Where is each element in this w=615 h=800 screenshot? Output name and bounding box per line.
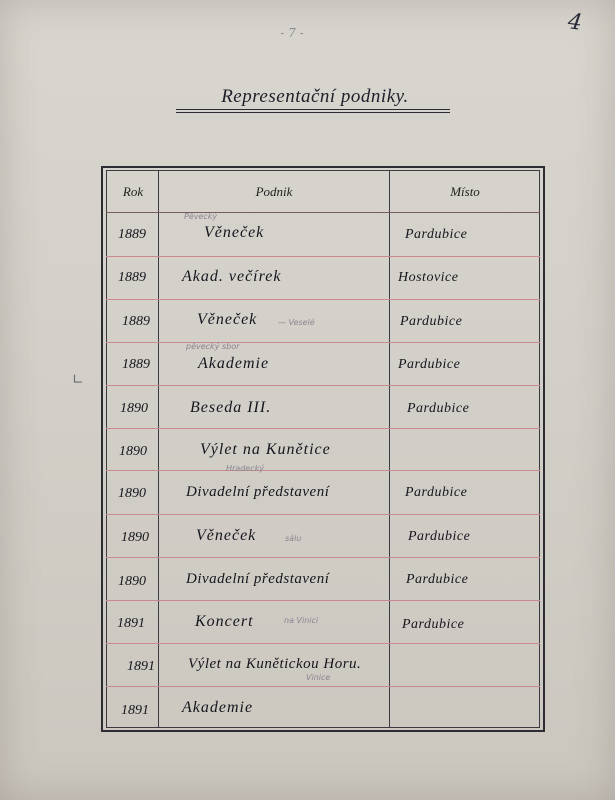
row-place: Pardubice xyxy=(406,572,469,587)
pencil-note: — Veselé xyxy=(278,318,315,327)
row-line xyxy=(106,342,540,343)
row-line xyxy=(106,385,540,386)
title-underline xyxy=(176,109,450,110)
row-line xyxy=(106,212,540,213)
row-line xyxy=(106,299,540,300)
row-year: 1889 xyxy=(118,227,146,242)
pencil-note: sálu xyxy=(285,534,302,543)
pencil-tick-mark: ∟ xyxy=(72,372,84,388)
row-year: 1889 xyxy=(118,270,146,285)
pencil-note: Vinice xyxy=(306,673,331,682)
row-line xyxy=(106,686,540,687)
row-line xyxy=(106,600,540,601)
column-divider-place xyxy=(389,170,390,728)
row-place: Pardubice xyxy=(405,485,468,500)
row-line xyxy=(106,256,540,257)
row-event: Věneček xyxy=(197,311,258,328)
page-number: - 7 - xyxy=(280,26,304,40)
row-line xyxy=(106,470,540,471)
row-event: Beseda III. xyxy=(190,399,272,416)
row-year: 1891 xyxy=(117,616,145,631)
row-year: 1890 xyxy=(120,401,148,416)
row-line xyxy=(106,643,540,644)
row-place: Pardubice xyxy=(408,529,471,544)
row-event: Věneček xyxy=(204,224,265,241)
row-event: Věneček xyxy=(196,527,257,544)
row-year: 1890 xyxy=(119,444,147,459)
title-underline-second xyxy=(176,112,450,113)
row-year: 1891 xyxy=(127,659,155,674)
row-place: Pardubice xyxy=(400,314,463,329)
pencil-note: pěvecký sbor xyxy=(186,342,240,351)
row-place: Hostovice xyxy=(398,270,459,285)
column-divider-year xyxy=(158,170,159,728)
row-event: Akademie xyxy=(182,699,254,716)
row-event: Koncert xyxy=(195,613,254,630)
row-year: 1890 xyxy=(121,530,149,545)
row-year: 1889 xyxy=(122,314,150,329)
row-year: 1890 xyxy=(118,486,146,501)
pencil-note: na Vinici xyxy=(284,616,319,625)
pencil-note: Pěvecký xyxy=(184,212,218,221)
row-line xyxy=(106,428,540,429)
header-event: Podnik xyxy=(255,184,293,199)
row-line xyxy=(106,514,540,515)
row-event: Divadelní představení xyxy=(186,571,330,587)
row-event: Divadelní představení xyxy=(186,484,330,500)
row-place: Pardubice xyxy=(398,357,461,372)
row-line xyxy=(106,557,540,558)
row-place: Pardubice xyxy=(405,227,468,242)
header-year: Rok xyxy=(122,184,144,199)
page-title: Representační podniky. xyxy=(221,86,409,107)
row-year: 1889 xyxy=(122,357,150,372)
corner-mark: 4 xyxy=(566,9,584,36)
row-place: Pardubice xyxy=(407,401,470,416)
row-event: Výlet na Kunětickou Horu. xyxy=(188,656,362,672)
row-event: Výlet na Kunětice xyxy=(200,441,331,458)
header-place: Místo xyxy=(450,184,480,199)
row-place: Pardubice xyxy=(402,617,465,632)
row-event: Akademie xyxy=(198,355,270,372)
row-year: 1891 xyxy=(121,703,149,718)
row-event: Akad. večírek xyxy=(182,268,282,285)
pencil-note: Hradecký xyxy=(226,464,264,473)
row-year: 1890 xyxy=(118,574,146,589)
